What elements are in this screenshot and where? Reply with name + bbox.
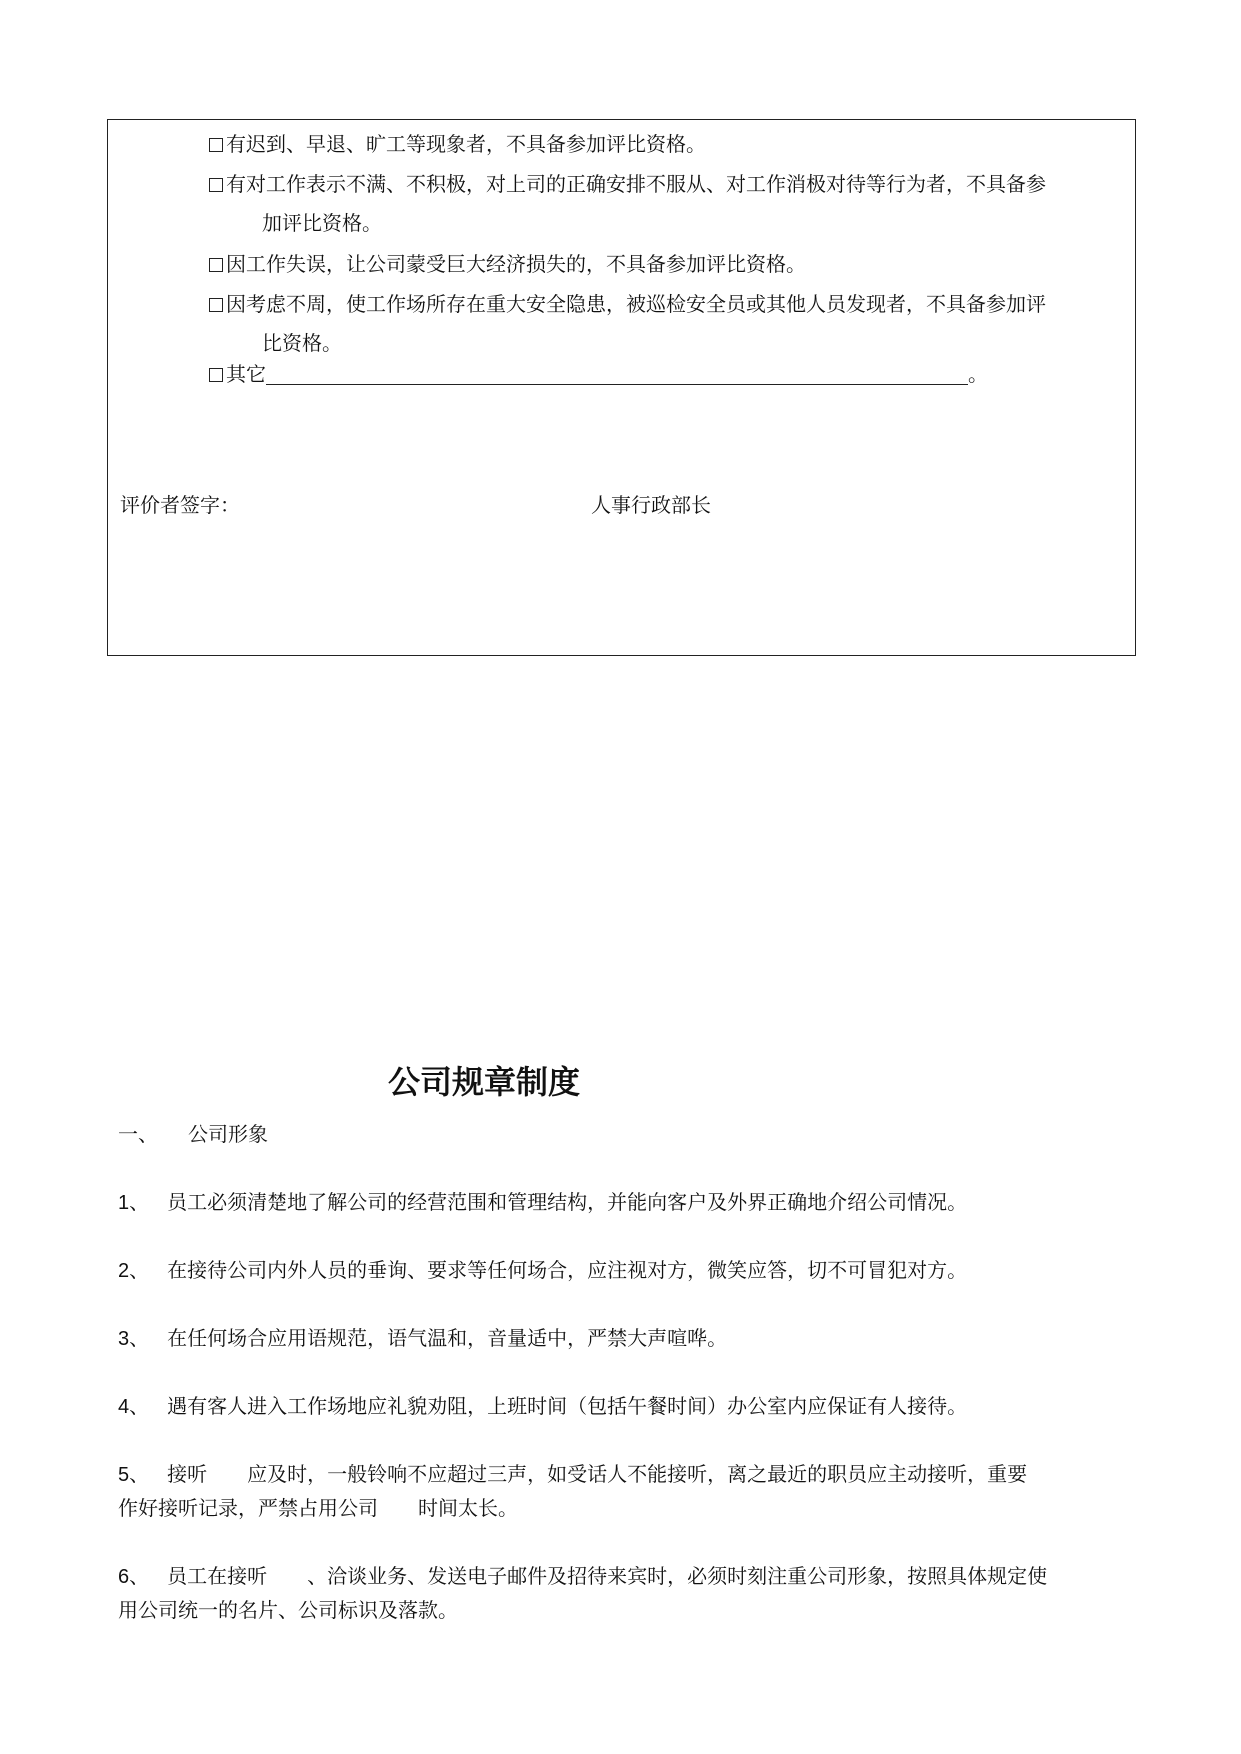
hr-director-label: 人事行政部长 [591,493,711,517]
section-title: 公司形象 [188,1122,268,1146]
criteria-item-4: 因考虑不周，使工作场所存在重大安全隐患，被巡检安全员或其他人员发现者，不具备参加评 [209,292,1046,316]
other-end-mark: 。 [968,362,988,386]
criteria-item-3: 因工作失误，让公司蒙受巨大经济损失的，不具备参加评比资格。 [209,252,806,276]
checkbox[interactable] [209,368,223,382]
rule-item-2: 2、 在接待公司内外人员的垂询、要求等任何场合，应注视对方，微笑应答，切不可冒犯对方。 [118,1258,968,1282]
evaluation-criteria-box [107,119,1136,656]
rule-item-5-continued: 作好接听记录，严禁占用公司 时间太长。 [118,1496,518,1520]
other-fill-line[interactable] [266,364,968,385]
criteria-item-4-continued: 比资格。 [262,331,342,355]
rule-item-4: 4、 遇有客人进入工作场地应礼貌劝阻，上班时间（包括午餐时间）办公室内应保证有人接待。 [118,1394,968,1418]
rule-item-5: 5、 接听 应及时，一般铃响不应超过三声，如受话人不能接听，离之最近的职员应主动接听，重要 [118,1462,1028,1486]
other-label: 其它 [226,362,266,386]
checkbox[interactable] [209,298,223,312]
checkbox[interactable] [209,178,223,192]
criteria-item-other [209,362,988,386]
evaluator-signature-label: 评价者签字： [120,493,240,517]
page-title: 公司规章制度 [388,1063,581,1101]
rule-item-1: 1、 员工必须清楚地了解公司的经营范围和管理结构，并能向客户及外界正确地介绍公司情况。 [118,1190,968,1214]
section-heading [118,1122,268,1146]
section-number: 一、 [118,1122,158,1146]
criteria-item-2-continued: 加评比资格。 [262,211,382,235]
rule-item-6: 6、 员工在接听 、洽谈业务、发送电子邮件及招待来宾时，必须时刻注重公司形象，按照具体规定使 [118,1564,1048,1588]
criteria-item-2: 有对工作表示不满、不积极，对上司的正确安排不服从、对工作消极对待等行为者，不具备参 [209,172,1046,196]
checkbox[interactable] [209,138,223,152]
criteria-item-1: 有迟到、早退、旷工等现象者，不具备参加评比资格。 [209,132,706,156]
rule-item-3: 3、 在任何场合应用语规范，语气温和，音量适中，严禁大声喧哗。 [118,1326,728,1350]
checkbox[interactable] [209,258,223,272]
rule-item-6-continued: 用公司统一的名片、公司标识及落款。 [118,1598,458,1622]
